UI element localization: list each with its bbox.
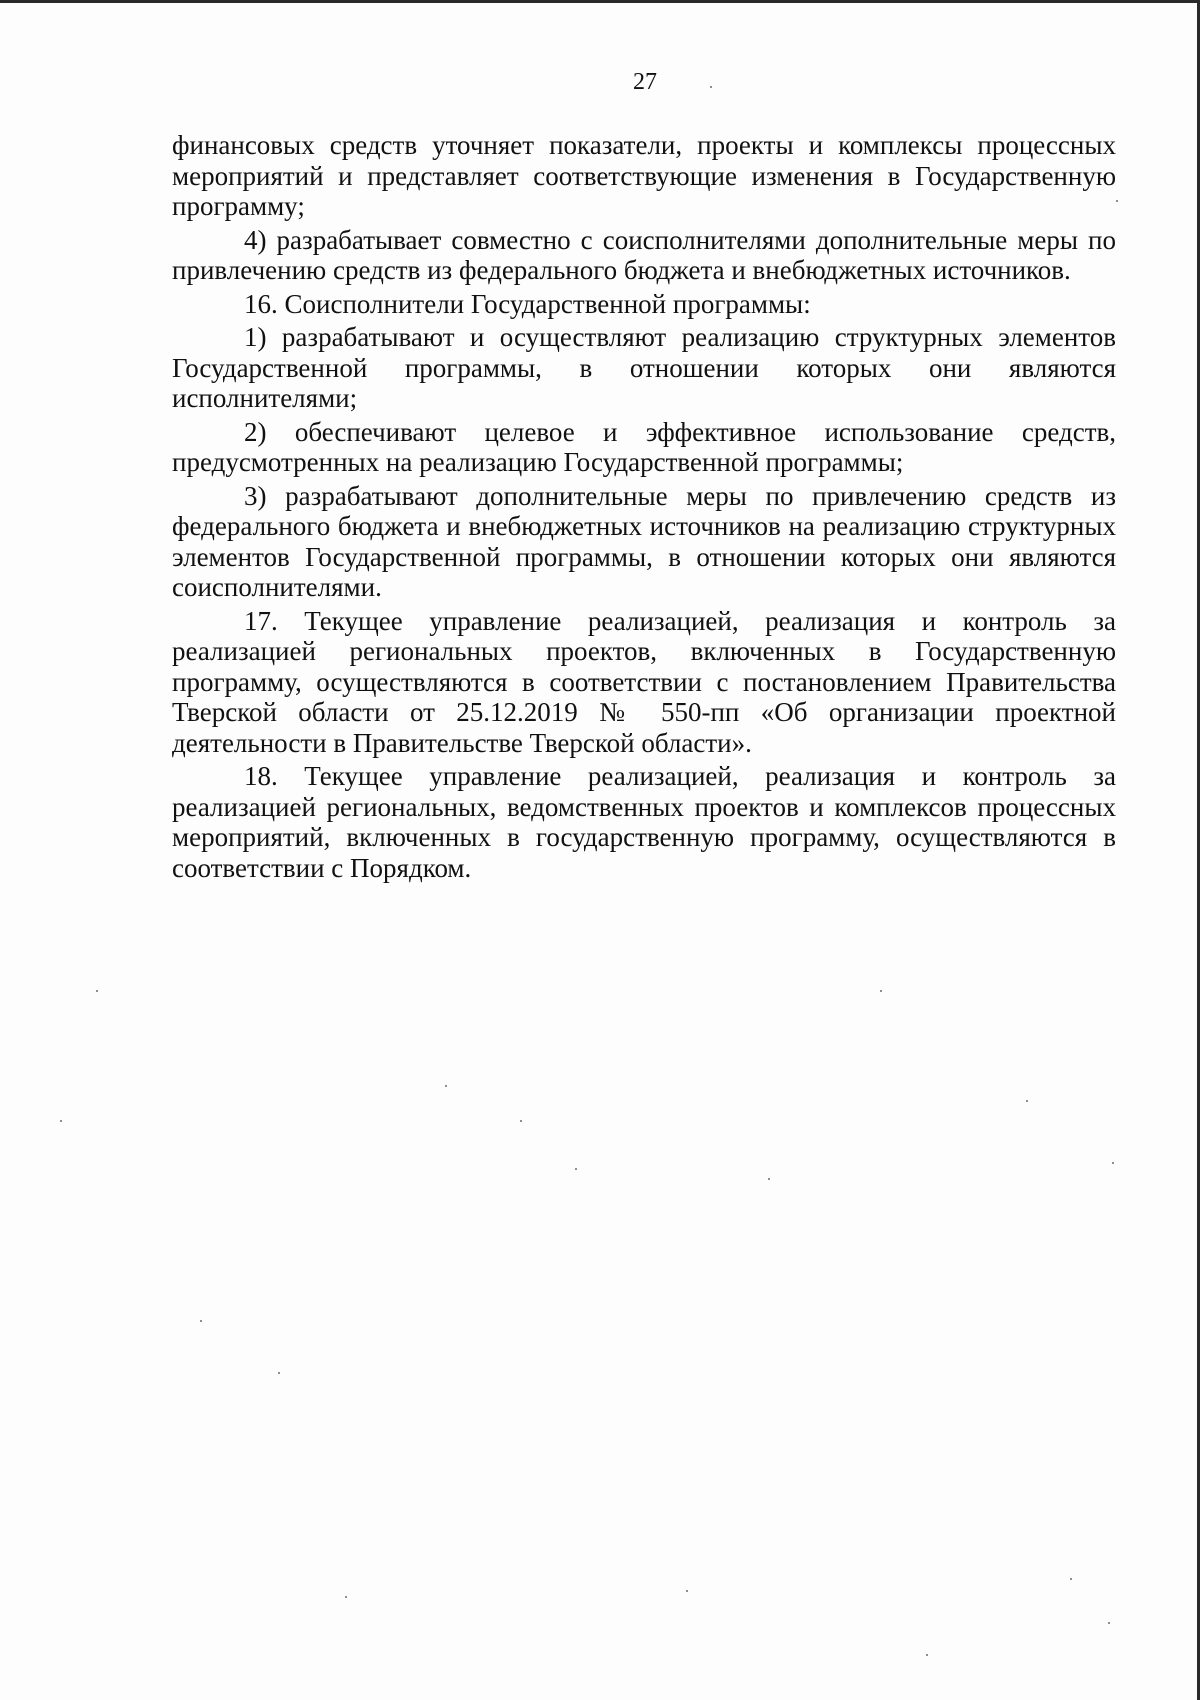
scan-speck (768, 1178, 770, 1180)
scan-speck (686, 1590, 688, 1592)
paragraph: 3) разрабатывают дополнительные меры по привлечению средств из федерального бюджета и внебюджетных источников на реализацию структурных элементов Государственной программы, в отношении которых они являются соисполнителями. (172, 480, 1116, 602)
scan-speck (710, 86, 712, 88)
paragraph: 1) разрабатывают и осуществляют реализацию структурных элементов Государственной программы, в отношении которых они являются исполнителями; (172, 322, 1116, 413)
scan-speck (96, 990, 98, 992)
page-number: 27 (633, 69, 657, 95)
scan-speck (520, 1120, 522, 1122)
paragraph: 18. Текущее управление реализацией, реализация и контроль за реализацией региональных, ведомственных проектов и комплексов процессных мероприятий, включенных в государственную программу, осуществляются в соответствии с Порядком. (172, 761, 1116, 883)
paragraph: 17. Текущее управление реализацией, реализация и контроль за реализацией региональных проектов, включенных в Государственную программу, осуществляются в соответствии с постановлением Правительства Тверской области от 25.12.2019 № 550-пп «Об организации проектной деятельности в Правительстве Тверской области». (172, 605, 1116, 758)
document-body (172, 130, 1116, 883)
scan-speck (445, 1085, 447, 1087)
paragraph: 16. Соисполнители Государственной программы: (244, 288, 811, 319)
scan-speck (1070, 1578, 1072, 1580)
scan-speck (880, 990, 882, 992)
paragraph: 4) разрабатывает совместно с соисполнителями дополнительные меры по привлечению средств из федерального бюджета и внебюджетных источников. (172, 224, 1116, 285)
scan-speck (1112, 1162, 1114, 1164)
scan-speck (345, 1596, 347, 1598)
scan-speck (575, 1168, 577, 1170)
scan-speck (278, 1372, 280, 1374)
paragraph: 2) обеспечивают целевое и эффективное использование средств, предусмотренных на реализацию Государственной программы; (172, 416, 1116, 477)
scan-speck (1026, 1100, 1028, 1102)
scan-speck (60, 1120, 62, 1122)
scan-speck (200, 1320, 202, 1322)
scan-speck (1116, 200, 1118, 202)
scan-speck (1108, 1622, 1110, 1624)
paragraph: финансовых средств уточняет показатели, проекты и комплексы процессных мероприятий и представляет соответствующие изменения в Государственную программу; (172, 130, 1116, 221)
scan-edge-top (0, 0, 1200, 3)
scan-speck (926, 1654, 928, 1656)
